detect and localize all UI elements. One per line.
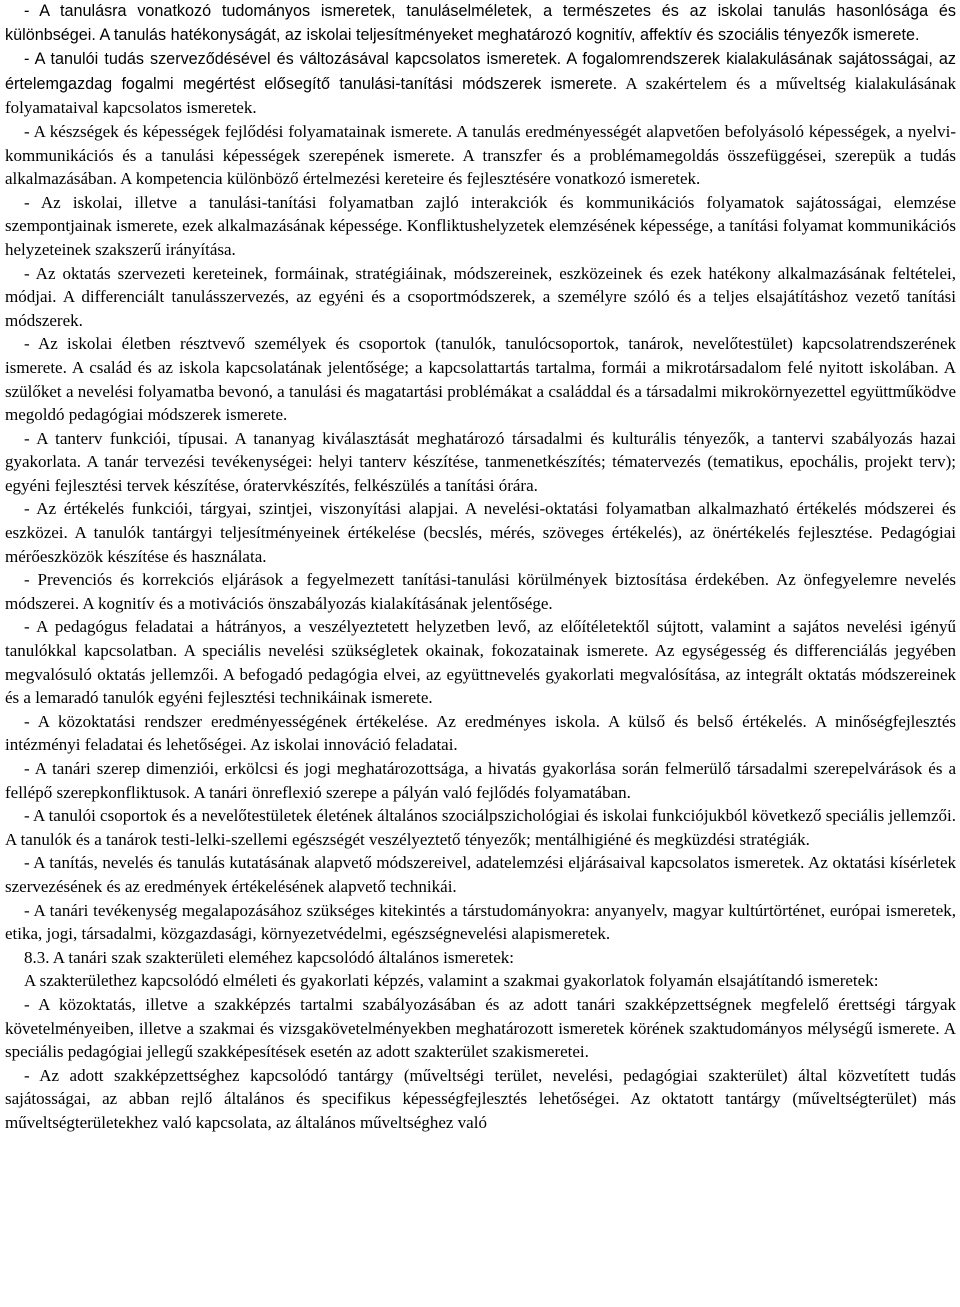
paragraph-school-relationships: - Az iskolai életben résztvevő személyek és csoportok (tanulók, tanulócsoportok, tanárok, nevelőtestület) kapcsolatrendszerének ismerete. A család és az iskola kapcsolatának jelentősége; a kapcsolattartás tartalma, formái a mikrotársadalom felé nyitott iskolában. A szülőket a nevelési folyamatba bevonó, a tanulási és magatartási problémákat a családdal és a társadalmi mikrokörnyezettel együttműködve megoldó pedagógiai módszerek ismerete. <box>5 334 956 425</box>
paragraph-teacher-role: - A tanári szerep dimenziói, erkölcsi és jogi meghatározottsága, a hivatás gyakorlása során felmerülő társadalmi szerepelvárások és a fellépő szerepkonfliktusok. A tanári önreflexió szerepe a pályán való fejlődés folyamatában. <box>5 759 956 802</box>
section-heading-8-3: 8.3. A tanári szak szakterületi eleméhez kapcsolódó általános ismeretek: <box>24 947 514 967</box>
paragraph-education-system-effectiveness: - A közoktatási rendszer eredményességének értékelése. Az eredményes iskola. A külső és belső értékelés. A minőségfejlesztés intézményi feladatai és lehetőségei. Az iskolai innováció feladatai. <box>5 711 956 755</box>
paragraph-prevention-correction: - Prevenciós és korrekciós eljárások a fegyelmezett tanítási-tanulási körülmények biztosítása érdekében. Az önfegyelemre nevelés módszerei. A kognitív és a motivációs önszabályozás kialakításának jelentősége. <box>5 570 956 613</box>
paragraph-learning-theories: - A tanulásra vonatkozó tudományos ismeretek, tanuláselméletek, a természetes és az iskolai tanulás hasonlósága és különbségei. A tanulás hatékonyságát, az iskolai teljesítményeket meghatározó kognitív, affektív és szociális tényezők ismerete. <box>5 2 956 44</box>
paragraph-special-needs: - A pedagógus feladatai a hátrányos, a veszélyeztetett helyzetben levő, az előítéletektől sújtott, valamint a sajátos nevelési igényű tanulókkal kapcsolatban. A speciális nevelési szükségletek okainak, fokozatainak ismerete. Az egységesség és differenciálás jegyében megvalósuló oktatás jellemzői. A befogadó pedagógia elvei, az együttnevelés gyakorlati megvalósítása, az integrált oktatás módszereinek és a lemaradó tanulók egyéni fejlesztési technikáinak ismerete. <box>5 617 956 708</box>
paragraph-public-education-content: - A közoktatás, illetve a szakképzés tartalmi szabályozásában és az adott tanári szakképzettségnek megfelelő érettségi tárgyak követelményeiben, illetve a szakmai és vizsgakövetelményekben meghatározott ismeretek körének szaktudományos mélységű ismerete. A speciális pedagógiai jellegű szakképesítések esetén az adott szakterület szakismeretei. <box>5 994 956 1062</box>
paragraph-subject-knowledge: - Az adott szakképzettséghez kapcsolódó tantárgy (műveltségi terület, nevelési, pedagógiai szakterület) által közvetített tudás sajátosságai, az abban rejlő általános és specifikus képességfejlesztés lehetőségei. Az oktatott tantárgy (műveltségterület) más műveltségterületekhez való kapcsolata, az általános műveltséghez való <box>5 1065 956 1132</box>
paragraph-related-sciences: - A tanári tevékenység megalapozásához szükséges kitekintés a társtudományokra: anyanyelv, magyar kultúrtörténet, európai ismeretek, etika, jogi, társadalmi, közgazdasági, környezetvédelmi, egészségnevelési alapismeretek. <box>5 900 956 944</box>
paragraph-evaluation: - Az értékelés funkciói, tárgyai, szintjei, viszonyítási alapjai. A nevelési-oktatási folyamatban alkalmazható értékelés módszerei és eszközei. A tanulók tantárgyi teljesítményeinek értékelése (becslés, mérés, szöveges értékelés), az önértékelés fejlesztése. Pedagógiai mérőeszközök készítése és használata. <box>5 499 956 566</box>
paragraph-student-groups: - A tanulói csoportok és a nevelőtestületek életének általános szociálpszichológiai és iskolai funkciójukból következő speciális jellemzői. A tanulók és a tanárok testi-lelki-szellemi egészségét veszélyeztető tényezők; mentálhigiéné és megküzdési stratégiák. <box>5 806 956 849</box>
paragraph-knowledge-organization <box>5 47 956 120</box>
paragraph-curriculum: - A tanterv funkciói, típusai. A tananyag kiválasztását meghatározó társadalmi és kulturális tényezők, a tantervi szabályozás hazai gyakorlata. A tanár tervezési tevékenységei: helyi tanterv készítése, tanmenetkészítés; tématervezés (tematikus, epochális, projekt terv); egyéni fejlesztési tervek készítése, óratervkészítés, felkészülés a tanítási órára. <box>5 428 956 495</box>
paragraph-research-methods: - A tanítás, nevelés és tanulás kutatásának alapvető módszereivel, adatelemzési eljárásaival kapcsolatos ismeretek. Az oktatási kísérletek szervezésének és az eredmények értékelésének alapvető technikái. <box>5 853 956 896</box>
paragraph-skills-development: - A készségek és képességek fejlődési folyamatainak ismerete. A tanulás eredményességét alapvetően befolyásoló képességek, a nyelvi-kommunikációs és a tanulási képességek szerepének ismerete. A transzfer és a problémamegoldás összefüggései, szerepük a tudás alkalmazásában. A kompetencia különböző értelmezési kereteire és fejlesztésére vonatkozó ismeretek. <box>5 121 956 189</box>
paragraph-knowledge-organization-sans: - A tanulói tudás szerveződésével és változásával kapcsolatos ismeretek. A fogalomrendszerek kialakulásának sajátosságai, az értelemgazdag fogalmi megértést elősegítő tanulási-tanítási módszerek ismerete. <box>5 50 956 93</box>
paragraph-specialty-intro: A szakterülethez kapcsolódó elméleti és gyakorlati képzés, valamint a szakmai gyakorlatok folyamán elsajátítandó ismeretek: <box>24 971 879 991</box>
paragraph-interactions-communication: - Az iskolai, illetve a tanulási-tanítási folyamatban zajló interakciók és kommunikációs folyamatok sajátosságai, elemzése szempontjainak ismerete, ezek alkalmazásának képessége. Konfliktushelyzetek elemzésének képessége, a tanítási folyamat kommunikációs helyzeteinek szakszerű irányítása. <box>5 192 956 259</box>
paragraph-knowledge-organization-serif: A szakértelem és a műveltség kialakulásának folyamataival kapcsolatos ismeretek. <box>5 73 956 118</box>
paragraph-organizational-frameworks: - Az oktatás szervezeti kereteinek, formáinak, stratégiáinak, módszereinek, eszközeinek és ezek hatékony alkalmazásának feltételei, módjai. A differenciált tanulásszervezés, az egyéni és a csoportmódszerek, a személyre szóló és a teljes elsajátításhoz vezető tanítási módszerek. <box>5 263 956 330</box>
